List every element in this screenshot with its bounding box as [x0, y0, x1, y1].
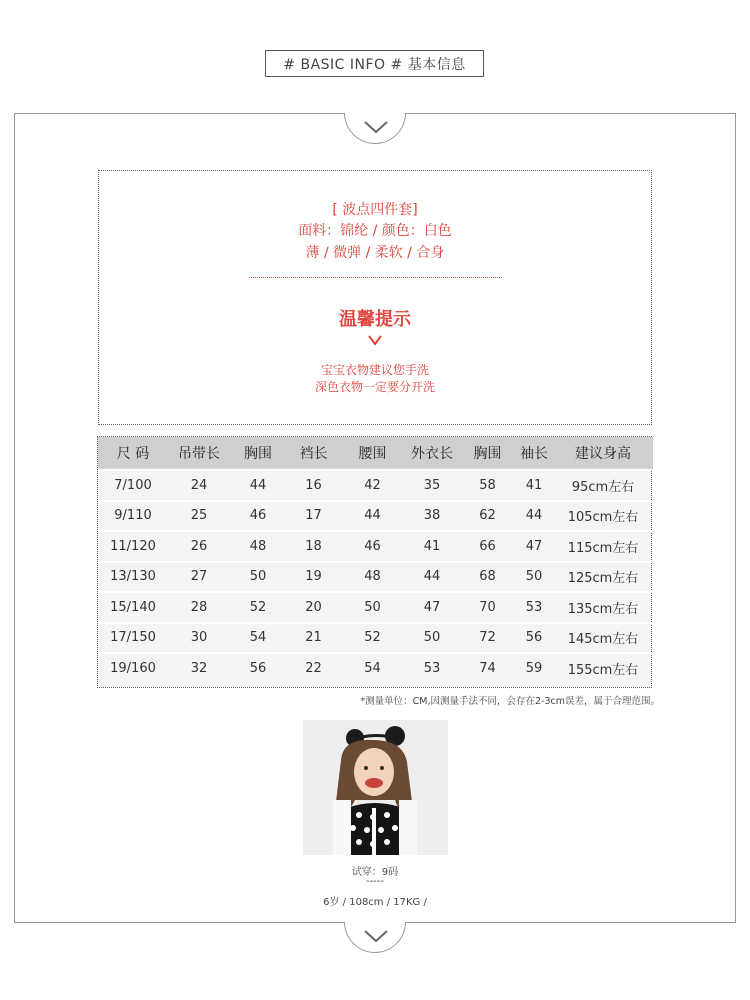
table-cell: 24 — [168, 470, 230, 501]
table-cell: 62 — [460, 501, 515, 532]
table-cell: 41 — [515, 470, 553, 501]
section-title: # BASIC INFO # 基本信息 — [265, 50, 484, 77]
fitting-model-info: 6岁 / 108cm / 17KG / — [323, 897, 427, 908]
table-cell: 44 — [230, 470, 286, 501]
table-cell: 46 — [230, 501, 286, 532]
table-cell: 26 — [168, 531, 230, 562]
size-table — [97, 436, 652, 688]
header-size: 尺 码 — [116, 446, 150, 462]
divider — [249, 277, 502, 278]
fitting-size: 试穿：9码 — [351, 867, 399, 878]
table-cell: 35 — [404, 470, 460, 501]
table-cell: 25 — [168, 501, 230, 532]
table-cell: 48 — [230, 531, 286, 562]
product-name: [ 波点四件套] — [332, 202, 418, 218]
table-cell: 52 — [341, 623, 404, 654]
table-cell: 115cm左右 — [553, 531, 653, 562]
table-cell: 155cm左右 — [553, 653, 653, 684]
table-cell: 56 — [515, 623, 553, 654]
table-cell: 50 — [230, 562, 286, 593]
table-cell: 44 — [404, 562, 460, 593]
header-waist: 腰围 — [358, 446, 387, 462]
table-cell: 27 — [168, 562, 230, 593]
table-cell: 42 — [341, 470, 404, 501]
table-cell: 59 — [515, 653, 553, 684]
table-cell: 15/140 — [98, 592, 168, 623]
table-row — [98, 470, 653, 501]
table-cell: 30 — [168, 623, 230, 654]
table-cell: 11/120 — [98, 531, 168, 562]
table-cell: 105cm左右 — [553, 501, 653, 532]
chevron-down-icon — [363, 119, 389, 135]
table-cell: 19 — [286, 562, 341, 593]
table-cell: 145cm左右 — [553, 623, 653, 654]
table-cell: 135cm左右 — [553, 592, 653, 623]
table-cell: 70 — [460, 592, 515, 623]
table-cell: 18 — [286, 531, 341, 562]
header-chest-2: 胸围 — [473, 446, 502, 462]
table-cell: 17/150 — [98, 623, 168, 654]
table-row — [98, 531, 653, 562]
header-crotch: 裆长 — [299, 446, 328, 462]
table-cell: 54 — [230, 623, 286, 654]
table-row — [98, 592, 653, 623]
table-cell: 44 — [515, 501, 553, 532]
table-cell: 13/130 — [98, 562, 168, 593]
table-cell: 7/100 — [98, 470, 168, 501]
table-row — [98, 653, 653, 684]
model-photo — [303, 720, 448, 855]
table-cell: 125cm左右 — [553, 562, 653, 593]
product-material: 面料：锦纶 / 颜色：白色 — [298, 223, 452, 239]
table-row — [98, 501, 653, 532]
tip-wash-by-hand: 宝宝衣物建议您手洗 — [320, 363, 429, 377]
child-illustration — [303, 720, 448, 855]
chevron-down-icon — [363, 928, 389, 944]
table-header-row — [98, 437, 653, 470]
table-cell: 19/160 — [98, 653, 168, 684]
table-cell: 54 — [341, 653, 404, 684]
table-cell: 17 — [286, 501, 341, 532]
table-cell: 56 — [230, 653, 286, 684]
table-cell: 50 — [341, 592, 404, 623]
table-cell: 53 — [404, 653, 460, 684]
product-features: 薄 / 微弹 / 柔软 / 合身 — [305, 245, 445, 261]
header-chest: 胸围 — [244, 446, 272, 462]
table-cell: 21 — [286, 623, 341, 654]
table-cell: 74 — [460, 653, 515, 684]
measurement-note: *测量单位：CM,因测量手法不同，会存在2-3cm误差，属于合理范围。 — [360, 696, 660, 707]
table-cell: 16 — [286, 470, 341, 501]
table-cell: 32 — [168, 653, 230, 684]
table-cell: 9/110 — [98, 501, 168, 532]
table-cell: 47 — [404, 592, 460, 623]
table-cell: 47 — [515, 531, 553, 562]
table-row — [98, 562, 653, 593]
table-cell: 46 — [341, 531, 404, 562]
header-height: 建议身高 — [575, 446, 631, 462]
tips-title: 温馨提示 — [339, 309, 411, 330]
table-cell: 50 — [404, 623, 460, 654]
table-cell: 48 — [341, 562, 404, 593]
tip-wash-separately: 深色衣物一定要分开洗 — [314, 380, 435, 394]
table-row — [98, 623, 653, 654]
table-cell: 52 — [230, 592, 286, 623]
table-cell: 20 — [286, 592, 341, 623]
chevron-down-icon — [367, 334, 383, 346]
product-info-box — [98, 170, 652, 425]
table-cell: 53 — [515, 592, 553, 623]
header-strap-length: 吊带长 — [178, 446, 220, 462]
table-cell: 22 — [286, 653, 341, 684]
table-cell: 28 — [168, 592, 230, 623]
table-cell: 38 — [404, 501, 460, 532]
table-cell: 41 — [404, 531, 460, 562]
bottom-notch — [344, 922, 406, 953]
table-cell: 66 — [460, 531, 515, 562]
header-sleeve: 袖长 — [520, 446, 548, 462]
table-cell: 58 — [460, 470, 515, 501]
fitting-separator: ----- — [365, 876, 385, 887]
table-cell: 68 — [460, 562, 515, 593]
table-cell: 72 — [460, 623, 515, 654]
table-cell: 50 — [515, 562, 553, 593]
header-coat-length: 外衣长 — [411, 446, 453, 462]
table-cell: 44 — [341, 501, 404, 532]
table-cell: 95cm左右 — [553, 470, 653, 501]
